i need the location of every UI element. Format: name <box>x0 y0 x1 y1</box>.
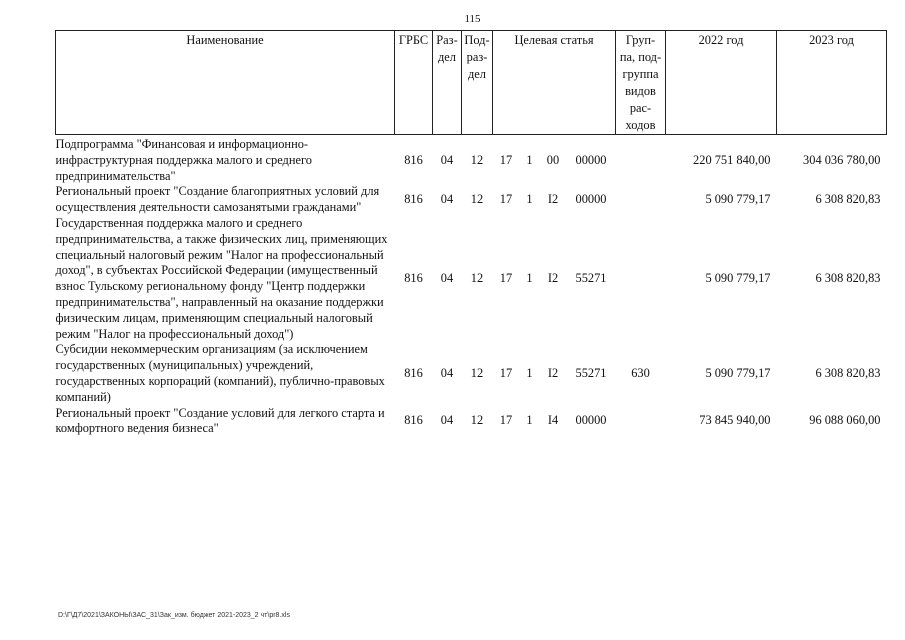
table-row <box>56 342 887 405</box>
table-row <box>56 184 887 216</box>
row-razdel: 04 <box>440 366 454 381</box>
row-razdel: 04 <box>440 271 454 286</box>
table-row <box>56 216 887 342</box>
row-target-program: 17 <box>499 152 513 167</box>
row-2023: 96 088 060,00 <box>809 413 881 428</box>
row-target-code: 55271 <box>575 366 607 381</box>
row-target-subprogram: 1 <box>526 271 533 286</box>
header-group-line3: группа <box>622 67 659 81</box>
row-target-project: I2 <box>547 271 559 286</box>
row-target-subprogram: 1 <box>526 413 533 428</box>
row-2023: 304 036 780,00 <box>803 152 881 167</box>
row-name: Субсидии некоммерческим организациям (за исключением государственных (муниципальных) учреждений, государственных корпораций (компаний), публично-правовых компаний) <box>55 342 385 404</box>
row-target-subprogram: 1 <box>526 366 533 381</box>
row-2022: 5 090 779,17 <box>705 192 771 207</box>
row-razdel: 04 <box>440 192 454 207</box>
row-2022: 5 090 779,17 <box>705 366 771 381</box>
row-group <box>616 406 666 438</box>
row-podrazdel: 12 <box>470 366 484 381</box>
row-2022: 220 751 840,00 <box>693 152 771 167</box>
row-grbs: 816 <box>404 152 423 167</box>
budget-table <box>55 30 887 437</box>
row-2023: 6 308 820,83 <box>815 271 881 286</box>
row-target-code: 00000 <box>575 413 607 428</box>
row-target-code: 00000 <box>575 152 607 167</box>
row-target-program: 17 <box>499 192 513 207</box>
row-name: Региональный проект "Создание благоприятных условий для осуществления деятельности самозанятыми гражданами" <box>55 184 380 215</box>
row-2023: 6 308 820,83 <box>815 366 881 381</box>
file-path-footer: D:\Г\Д7\2021\ЗАКОНЫ\ЗАС_31\Зак_изм. бюджет 2021-2023_2 чт\pr8.xls <box>58 612 290 619</box>
header-group-line2: па, под- <box>619 50 662 64</box>
header-group-line4: видов <box>625 84 656 98</box>
row-2023: 6 308 820,83 <box>815 192 881 207</box>
header-podrazdel-line2: раз- <box>466 50 488 64</box>
row-2022: 5 090 779,17 <box>705 271 771 286</box>
header-razdel-line1: Раз- <box>436 33 458 47</box>
page-number: 115 <box>464 13 481 25</box>
row-group: 630 <box>631 366 650 381</box>
row-podrazdel: 12 <box>470 192 484 207</box>
row-podrazdel: 12 <box>470 271 484 286</box>
header-podrazdel-line1: Под- <box>464 33 490 47</box>
header-2022: 2022 год <box>666 31 777 135</box>
table-header-row <box>56 31 887 135</box>
row-podrazdel: 12 <box>470 152 484 167</box>
row-grbs: 816 <box>404 271 423 286</box>
header-razdel-line2: дел <box>438 50 456 64</box>
table-row <box>56 135 887 185</box>
row-target-subprogram: 1 <box>526 152 533 167</box>
header-group-line1: Груп- <box>625 33 656 47</box>
row-group <box>616 184 666 216</box>
header-group <box>616 31 666 135</box>
row-grbs: 816 <box>404 192 423 207</box>
row-target-project: I4 <box>547 413 559 428</box>
row-target-subprogram: 1 <box>526 192 533 207</box>
row-grbs: 816 <box>404 413 423 428</box>
row-target-code: 55271 <box>575 271 607 286</box>
row-target-program: 17 <box>499 366 513 381</box>
row-target-project: I2 <box>547 192 559 207</box>
row-grbs: 816 <box>404 366 423 381</box>
header-podrazdel-line3: дел <box>468 67 486 81</box>
budget-table-wrapper <box>55 30 886 437</box>
row-target-program: 17 <box>499 413 513 428</box>
row-name: Государственная поддержка малого и среднего предпринимательства, а также физических лиц, применяющих специальный налоговый режим "Налог на профессиональный доход", в субъектах Российской Федерации (имущественный взнос Тульскому региональному фонду "Центр поддержки предпринимательства", направленный на оказание поддержки физическим лицам, применяющим специальный налоговый режим "Налог на профессиональный доход") <box>55 215 388 341</box>
header-group-line6: ходов <box>625 118 656 132</box>
header-2023: 2023 год <box>777 31 887 135</box>
row-name: Региональный проект "Создание условий для легкого старта и комфортного ведения бизнеса" <box>55 405 385 436</box>
row-target-project: I2 <box>547 366 559 381</box>
row-target-project: 00 <box>546 152 560 167</box>
row-target-code: 00000 <box>575 192 607 207</box>
row-name: Подпрограмма "Финансовая и информационно-инфраструктурная поддержка малого и среднего предпринимательства" <box>55 137 312 183</box>
header-grbs: ГРБС <box>395 31 433 135</box>
row-podrazdel: 12 <box>470 413 484 428</box>
row-razdel: 04 <box>440 152 454 167</box>
row-2022: 73 845 940,00 <box>699 413 771 428</box>
header-group-line5: рас- <box>629 101 652 115</box>
row-razdel: 04 <box>440 413 454 428</box>
table-row <box>56 406 887 438</box>
header-razdel <box>433 31 462 135</box>
row-group <box>616 135 666 185</box>
header-target: Целевая статья <box>493 31 616 135</box>
header-name: Наименование <box>56 31 395 135</box>
row-group <box>616 216 666 342</box>
row-target-program: 17 <box>499 271 513 286</box>
header-podrazdel <box>462 31 493 135</box>
